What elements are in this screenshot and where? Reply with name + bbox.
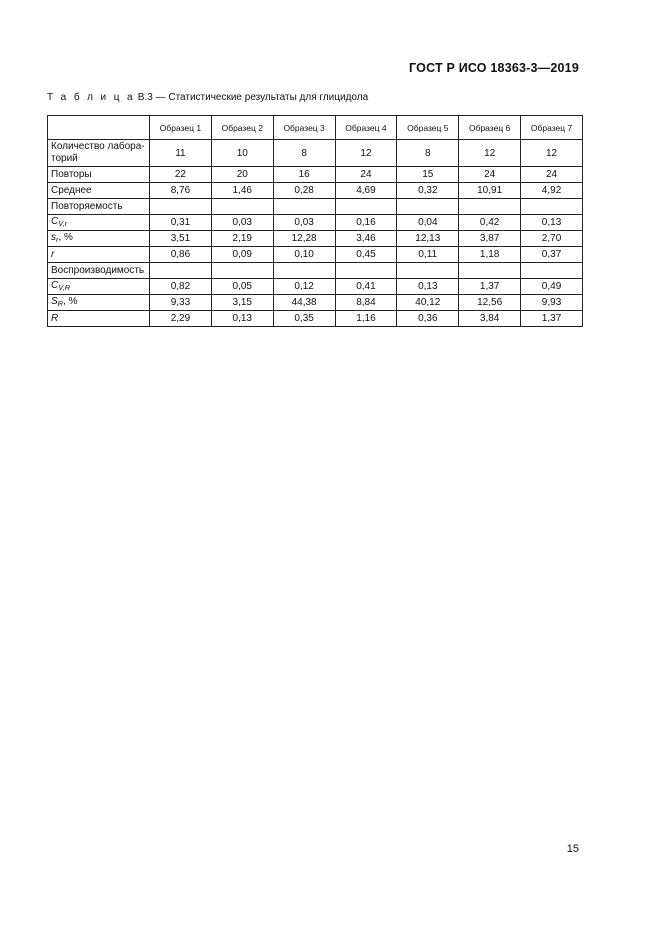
table-cell: 8 (397, 140, 459, 167)
row-label: $s_r$, % (48, 231, 150, 247)
row-label: r (48, 247, 150, 263)
table-cell: 24 (335, 167, 397, 183)
table-cell: 0,13 (397, 279, 459, 295)
table-caption-title: — Статистические результаты для глицидола (155, 92, 369, 103)
table-row-r (48, 247, 583, 263)
table-cell: 1,18 (459, 247, 521, 263)
table-cell: 2,19 (211, 231, 273, 247)
section-label: Воспроизводимость (48, 263, 150, 279)
table-cell: 12 (335, 140, 397, 167)
table-cell: 0,13 (211, 311, 273, 327)
table-cell: 0,05 (211, 279, 273, 295)
table-cell: 0,36 (397, 311, 459, 327)
table-cell: 9,33 (150, 295, 212, 311)
table-cell: 3,84 (459, 311, 521, 327)
table-cell: 0,10 (273, 247, 335, 263)
table-cell: 2,70 (521, 231, 583, 247)
table-cell: 4,69 (335, 183, 397, 199)
table-cell: 0,45 (335, 247, 397, 263)
table-cell: 10,91 (459, 183, 521, 199)
table-cell: 3,46 (335, 231, 397, 247)
column-header: Образец 7 (521, 116, 583, 140)
table-cell: 0,03 (211, 215, 273, 231)
row-label: Количество лабора-торий (48, 140, 150, 167)
table-cell: 0,12 (273, 279, 335, 295)
row-label: $C_{V,R}$ (48, 279, 150, 295)
row-label: $C_{V,r}$ (48, 215, 150, 231)
table-cell: 0,09 (211, 247, 273, 263)
table-cell: 0,42 (459, 215, 521, 231)
table-cell: 12,56 (459, 295, 521, 311)
table-cell: 22 (150, 167, 212, 183)
table-caption-label: Т а б л и ц а (47, 92, 135, 103)
section-label: Повторяемость (48, 199, 150, 215)
table-cell: 1,37 (459, 279, 521, 295)
table-cell: 1,46 (211, 183, 273, 199)
table-row-sr (48, 231, 583, 247)
table-cell: 0,35 (273, 311, 335, 327)
table-cell: 16 (273, 167, 335, 183)
table-cell: 4,92 (521, 183, 583, 199)
table-section-reproducibility (48, 263, 583, 279)
table-cell: 12,28 (273, 231, 335, 247)
row-label: $S_R$, % (48, 295, 150, 311)
table-caption (47, 92, 368, 103)
header-cell-empty (48, 116, 150, 140)
column-header: Образец 1 (150, 116, 212, 140)
table-cell: 1,16 (335, 311, 397, 327)
table-cell: 0,03 (273, 215, 335, 231)
table-cell: 0,41 (335, 279, 397, 295)
table-cell: 15 (397, 167, 459, 183)
table-cell: 44,38 (273, 295, 335, 311)
page-number: 15 (566, 843, 579, 855)
table-cell: 0,04 (397, 215, 459, 231)
column-header: Образец 4 (335, 116, 397, 140)
table-cell: 10 (211, 140, 273, 167)
table-cell: 40,12 (397, 295, 459, 311)
table-cell: 8 (273, 140, 335, 167)
table-cell: 24 (521, 167, 583, 183)
table-cell: 3,51 (150, 231, 212, 247)
table-cell: 0,82 (150, 279, 212, 295)
table-row-R (48, 311, 583, 327)
table-cell: 0,31 (150, 215, 212, 231)
table-cell: 12 (459, 140, 521, 167)
table-cell: 24 (459, 167, 521, 183)
table-cell: 0,86 (150, 247, 212, 263)
table-cell: 0,32 (397, 183, 459, 199)
column-header: Образец 5 (397, 116, 459, 140)
table-cell: 12,13 (397, 231, 459, 247)
table-cell: 0,49 (521, 279, 583, 295)
statistics-table (47, 115, 583, 327)
table-cell: 0,13 (521, 215, 583, 231)
table-row-cvr (48, 215, 583, 231)
table-cell: 0,37 (521, 247, 583, 263)
table-cell: 12 (521, 140, 583, 167)
table-cell: 3,87 (459, 231, 521, 247)
row-label: Среднее (48, 183, 150, 199)
standard-designation: ГОСТ Р ИСО 18363-3—2019 (409, 61, 579, 75)
table-cell: 2,29 (150, 311, 212, 327)
row-label: Повторы (48, 167, 150, 183)
table-cell: 9,93 (521, 295, 583, 311)
table-cell: 0,16 (335, 215, 397, 231)
table-row-SR (48, 295, 583, 311)
table-row-labs (48, 140, 583, 167)
table-cell: 3,15 (211, 295, 273, 311)
table-cell: 0,28 (273, 183, 335, 199)
row-label: R (48, 311, 150, 327)
column-header: Образец 2 (211, 116, 273, 140)
table-cell: 20 (211, 167, 273, 183)
table-caption-number: В.3 (137, 92, 153, 103)
table-cell: 8,84 (335, 295, 397, 311)
column-header: Образец 6 (459, 116, 521, 140)
table-header-row (48, 116, 583, 140)
column-header: Образец 3 (273, 116, 335, 140)
table-section-repeatability (48, 199, 583, 215)
table-cell: 11 (150, 140, 212, 167)
table-row-cvR (48, 279, 583, 295)
table-row-mean (48, 183, 583, 199)
table-cell: 1,37 (521, 311, 583, 327)
table-row-repeats (48, 167, 583, 183)
table-cell: 0,11 (397, 247, 459, 263)
table-cell: 8,76 (150, 183, 212, 199)
